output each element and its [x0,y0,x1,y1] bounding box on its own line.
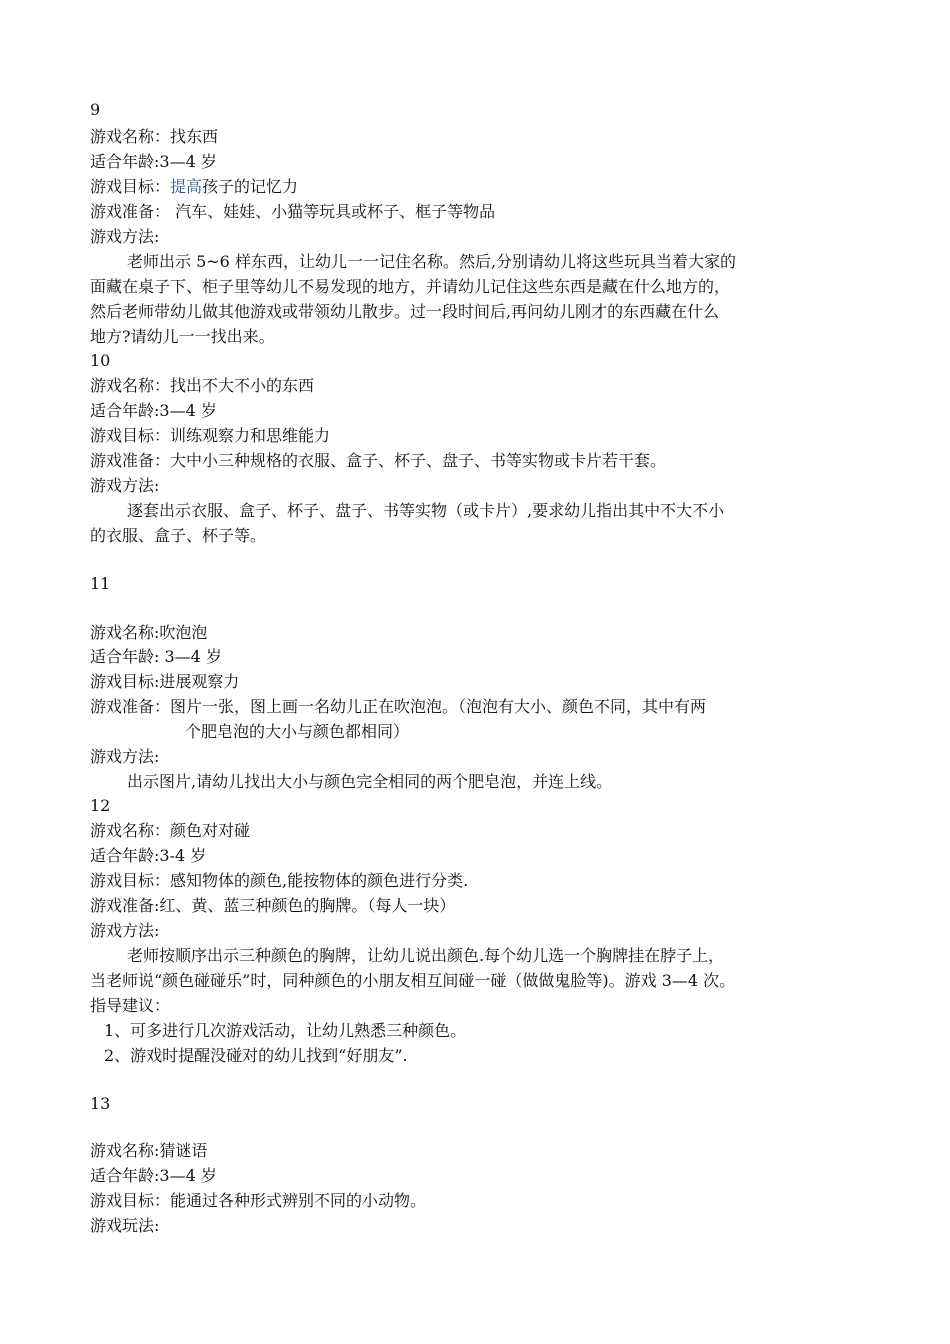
game-age: 适合年龄:3—4 岁 [90,152,217,171]
method-label: 游戏玩法: [90,1216,160,1235]
goal-prefix: 游戏目标： [90,177,171,196]
method-line: 面藏在桌子下、柜子里等幼儿不易发现的地方，并请幼儿记住这些东西是藏在什么地方的， [90,277,731,296]
goal-suffix: 孩子的记忆力 [202,177,299,196]
method-line: 当老师说“颜色碰碰乐”时，同种颜色的小朋友相互间碰一碰（做做鬼脸等)。游戏 3—4 次。 [90,971,736,990]
section-number: 13 [90,1094,111,1113]
game-age: 适合年龄:3—4 岁 [90,1166,217,1185]
method-label: 游戏方法: [90,476,160,495]
game-goal: 游戏目标：感知物体的颜色,能按物体的颜色进行分类. [90,871,469,890]
game-age: 适合年龄:3—4 岁 [90,401,217,420]
section-number: 11 [90,574,111,593]
game-name: 游戏名称：颜色对对碰 [90,821,251,840]
game-age: 适合年龄:3-4 岁 [90,846,207,865]
method-line: 的衣服、盒子、杯子等。 [90,526,267,545]
section-number: 9 [90,100,101,119]
method-line: 逐套出示衣服、盒子、杯子、盘子、书等实物（或卡片）,要求幼儿指出其中不大不小 [127,501,725,520]
game-name: 游戏名称:猜谜语 [90,1141,208,1160]
game-name: 游戏名称：找出不大不小的东西 [90,376,315,395]
method-line: 地方?请幼儿一一找出来。 [90,327,275,346]
advice-item: 2、游戏时提醒没碰对的幼儿找到“好朋友”. [104,1046,408,1065]
method-line: 然后老师带幼儿做其他游戏或带领幼儿散步。过一段时间后,再问幼儿刚才的东西藏在什么 [90,302,720,321]
game-name: 游戏名称：找东西 [90,127,219,146]
method-line: 出示图片,请幼儿找出大小与颜色完全相同的两个肥皂泡，并连上线。 [127,772,613,791]
method-line: 老师出示 5~6 样东西，让幼儿一一记住名称。然后,分别请幼儿将这些玩具当着大家的 [127,252,737,271]
goal-link[interactable]: 提高 [170,177,203,196]
advice-item: 1、可多进行几次游戏活动，让幼儿熟悉三种颜色。 [104,1021,467,1040]
section-number: 12 [90,796,111,815]
game-goal [90,176,298,198]
game-prep: 游戏准备:红、黄、蓝三种颜色的胸牌。（每人一块） [90,896,456,915]
game-prep: 游戏准备： 汽车、娃娃、小猫等玩具或杯子、框子等物品 [90,202,496,221]
game-goal: 游戏目标：训练观察力和思维能力 [90,426,331,445]
game-goal: 游戏目标：能通过各种形式辨别不同的小动物。 [90,1191,427,1210]
method-label: 游戏方法: [90,747,160,766]
game-age: 适合年龄: 3—4 岁 [90,647,222,666]
game-prep: 游戏准备：图片一张，图上画一名幼儿正在吹泡泡。（泡泡有大小、颜色不同，其中有两 [90,697,707,716]
game-prep: 游戏准备：大中小三种规格的衣服、盒子、杯子、盘子、书等实物或卡片若干套。 [90,451,667,470]
game-goal: 游戏目标:进展观察力 [90,672,240,691]
method-line: 老师按顺序出示三种颜色的胸牌，让幼儿说出颜色.每个幼儿选一个胸牌挂在脖子上， [127,946,725,965]
advice-label: 指导建议： [90,996,171,1015]
section-number: 10 [90,351,111,370]
method-label: 游戏方法: [90,227,160,246]
method-label: 游戏方法: [90,921,160,940]
game-prep-continued: 个肥皂泡的大小与颜色都相同） [185,722,410,741]
game-name: 游戏名称:吹泡泡 [90,623,208,642]
